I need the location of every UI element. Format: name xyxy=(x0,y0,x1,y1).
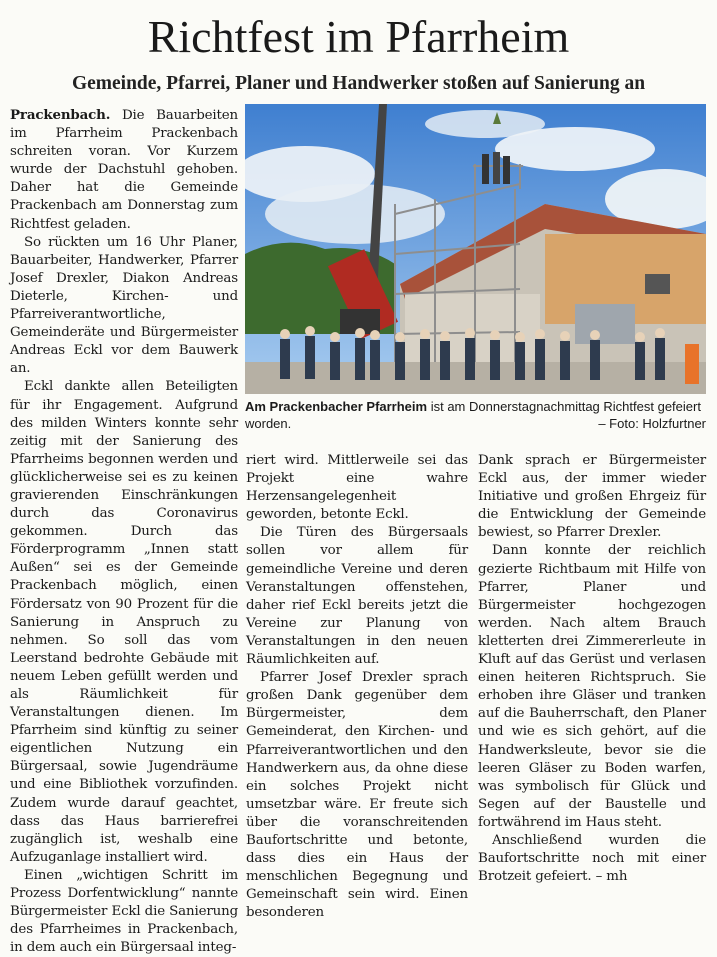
article-column-1 xyxy=(10,106,238,957)
photo-credit: – Foto: Holzfurtner xyxy=(598,416,706,431)
paragraph: Dann konnte der reichlich gezierte Richtbaum mit Hilfe von Pfarrer, Planer und Bürgermeister hochgezogen werden. Nach altem Brauch kletterten drei Zimmererleute in Kluft auf das Gerüst und verlasen einen heiteren Richtspruch. Sie erhoben ihre Gläser und tranken auf die Bauherrschaft, den Planer und wie es sich gehört, auf die Handwerksleute, bevor sie die leeren Gläser zu Boden warfen, was symbolisch für Glück und Segen auf der Baustelle und fortwährend im Haus steht. xyxy=(478,543,706,830)
paragraph: Pfarrer Josef Drexler sprach großen Dank gegenüber dem Bürgermeister, dem Gemeinderat, den Kirchen- und Pfarreiverantwortlichen und den Handwerkern aus, da ohne diese ein solches Projekt nicht umsetzbar wäre. Er freute sich über die voranschreitenden Baufortschritte und betonte, dass dies ein Haus der menschlichen Begegnung und Gemeinschaft sein wird. Einen besonderen xyxy=(246,670,468,921)
paragraph: Dank sprach er Bürgermeister Eckl aus, der immer wieder Initiative und großen Ehrgeiz für die Entwicklung der Gemeinde bewiest, so Pfarrer Drexler. xyxy=(478,453,706,541)
paragraph: Anschließend wurden die Baufortschritte noch mit einer Brotzeit gefeiert. – mh xyxy=(478,832,706,885)
dateline: Prackenbach. xyxy=(10,107,111,123)
paragraph-text: Die Bauarbeiten im Pfarrheim Prackenbach schreiten voran. Vor Kurzem wurde der Dachstuhl gehoben. Daher hat die Gemeinde Prackenbach am Donnerstag zum Richtfest geladen. xyxy=(10,108,238,232)
paragraph: Eckl dankte allen Beteiligten für ihr Engagement. Aufgrund des milden Winters konnte sehr zeitig mit der Sanierung des Pfarrheims begonnen werden und glücklicherweise sei es zu keinen gravierenden Einschränkungen durch das Coronavirus gekommen. Durch das Förderprogramm „Innen statt Außen“ sei es der Gemeinde Prackenbach möglich, einen Fördersatz von 90 Prozent für die Sanierung in Anspruch zu nehmen. So soll das vom Leerstand bedrohte Gebäude mit neuem Leben gefüllt werden und als Räumlichkeit für Veranstaltungen dienen. Im Pfarrheim sind künftig zu seiner eigentlichen Nutzung ein Bürgersaal, sowie Jugendräume und eine Bibliothek vorzufinden. Zudem wurde darauf geachtet, dass das Haus barrierefrei zugänglich ist, weshalb eine Aufzuganlage installiert wird. xyxy=(10,379,238,865)
article-column-3 xyxy=(478,452,706,886)
headline: Richtfest im Pfarrheim xyxy=(147,11,570,62)
photo-caption xyxy=(245,398,706,432)
subheadline: Gemeinde, Pfarrei, Planer und Handwerker stoßen auf Sanierung an xyxy=(71,73,646,94)
paragraph: riert wird. Mittlerweile sei das Projekt eine wahre Herzensangelegenheit geworden, betonte Eckl. xyxy=(246,453,468,523)
paragraph: Die Türen des Bürgersaals sollen vor allem für gemeindliche Vereine und deren Veranstaltungen offenstehen, daher rief Eckl bereits jetzt die Vereine zur Planung von Veranstaltungen in den neuen Räumlichkeiten auf. xyxy=(246,525,468,668)
construction-site-photo xyxy=(245,104,706,394)
paragraph: Einen „wichtigen Schritt im Prozess Dorfentwicklung“ nannte Bürgermeister Eckl die Sanierung des Pfarrheimes in Prackenbach, in dem auch ein Bürgersaal integ- xyxy=(10,867,238,956)
paragraph: So rückten um 16 Uhr Planer, Bauarbeiter, Handwerker, Pfarrer Josef Drexler, Diakon Andreas Dieterle, Kirchen- und Pfarreiverantwortliche, Gemeinderäte und Bürgermeister Andreas Eckl vor dem Bauwerk an. xyxy=(10,234,238,377)
article-column-2 xyxy=(246,452,468,922)
caption-lead: Am Prackenbacher Pfarrheim xyxy=(245,399,428,414)
paragraph xyxy=(10,106,238,234)
caption-text: ist am Donnerstagnachmittag Richtfest gefeiert worden. xyxy=(245,399,701,431)
